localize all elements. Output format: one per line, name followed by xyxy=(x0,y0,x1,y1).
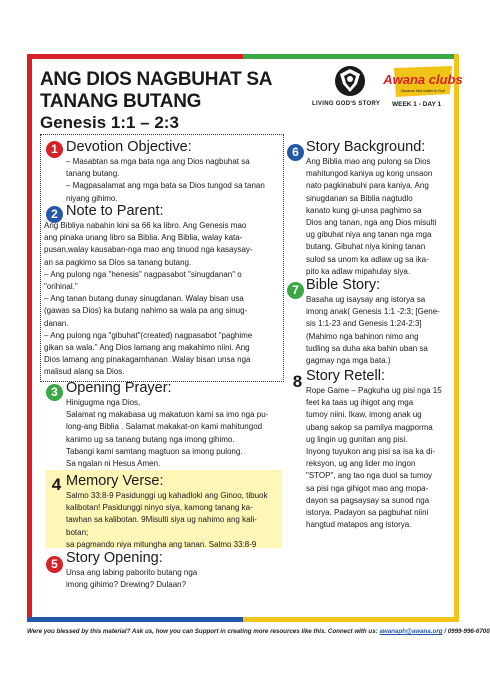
footer xyxy=(27,628,490,635)
body-line: reksyon, ug ang lider mo ingon xyxy=(306,459,416,469)
body-line: Salmo 33:8-9 Pasidunggi ug kahadloki ang Ginoo, tibuok xyxy=(66,491,268,500)
body-line: "orihinal." xyxy=(44,282,78,292)
body-line: Ang Biblia mao ang pulong sa Dios xyxy=(306,157,431,166)
body-line: Unsa ang labing paborito butang nga xyxy=(66,568,198,577)
section-body xyxy=(44,220,286,379)
section-body xyxy=(66,567,281,591)
section-body xyxy=(66,490,281,551)
body-line: Salamat ng makabasa ug makatuon kami sa imo nga pu- xyxy=(66,410,269,420)
body-line: "STOP", ang tao nga duol sa tumoy xyxy=(306,471,433,481)
body-line: tumoy niini. Ikaw, imong anak ug xyxy=(306,410,422,420)
frame-top-red xyxy=(27,54,243,59)
body-line: Tabangi kami samtang magtuon sa imong pulong. xyxy=(66,446,243,456)
body-line: kalibotan! Pasidunggi ninyo siya, kamong tanang ka- xyxy=(66,503,253,513)
section-title: Story Opening: xyxy=(66,550,163,566)
svg-text:Awana clubs: Awana clubs xyxy=(383,72,463,87)
body-line: Rope Game – Pagkuha ug pisi nga 15 xyxy=(306,386,442,395)
body-line: tudling sa duha aka bahin uban sa xyxy=(306,343,428,353)
body-line: gagmay nga mga bata.) xyxy=(306,356,391,366)
body-line: ug gibuhat niya ang tanan nga mga xyxy=(306,230,432,240)
section-title: Bible Story: xyxy=(306,277,381,293)
body-line: tawhan sa kalibotan. 9Misulti siya ug nahimo ang kali- xyxy=(66,515,257,525)
section-note-to-parent xyxy=(44,203,286,379)
section-body xyxy=(306,156,456,278)
section-memory-verse xyxy=(66,473,281,551)
section-7-number: 7 xyxy=(287,282,304,299)
section-opening-prayer xyxy=(66,380,286,470)
body-line: Ang Bibliya nabahin kini sa 66 ka libro. Ang Genesis mao xyxy=(44,221,247,230)
section-devotion-objective xyxy=(66,139,286,205)
body-line: pito ka adlaw mipahulay siya. xyxy=(306,266,411,276)
page-title: ANG DIOS NAGBUHAT SA TANANG BUTANG xyxy=(40,69,272,112)
section-story-retell xyxy=(306,368,456,531)
body-line: botan; xyxy=(66,527,89,537)
body-line: (gawas sa Dios) ka butang nahimo sa wala pa ang sinug- xyxy=(44,306,248,316)
brand-tagline: LIVING GOD'S STORY xyxy=(312,101,381,107)
body-line: kanato kung gi-unsa paghimo sa xyxy=(306,205,422,215)
body-line: tanang butang. xyxy=(66,169,120,179)
body-line: (Mahimo nga bahinon nimo ang xyxy=(306,331,419,341)
body-line: imong anak( Genesis 1:1 -2:3; [Gene- xyxy=(306,307,440,317)
section-body xyxy=(66,156,286,205)
section-8-number: 8 xyxy=(292,372,303,391)
section-4-number: 4 xyxy=(51,475,62,494)
section-bible-story xyxy=(306,277,456,367)
section-title: Opening Prayer: xyxy=(66,380,172,396)
section-story-background xyxy=(306,139,456,278)
body-line: ang pinaka unang libro sa Biblia. Ang Biblia, walay kata- xyxy=(44,233,243,243)
frame-left xyxy=(27,54,32,622)
body-line: an sa pagkimo sa Dios sa tanang butang. xyxy=(44,257,192,267)
body-line: gikan sa wala." Ang Dios lamang ang makahimo niini. Ang xyxy=(44,343,250,353)
section-1-number: 1 xyxy=(46,141,63,158)
section-body xyxy=(66,397,286,470)
body-line: mahitungod kaniya ug kong unsaon xyxy=(306,169,433,179)
body-line: istorya. Padayon sa pagbuhat niini xyxy=(306,508,429,518)
body-line: malisud alang sa Dios. xyxy=(44,367,125,377)
footer-email-link[interactable]: awanaph@awana.org xyxy=(379,628,443,635)
frame-top-green xyxy=(243,54,459,59)
footer-text: Were you blessed by this material? Ask us, how you can Support in creating more resources like this. Connect with us: xyxy=(27,628,380,635)
body-line: sis 1:1-23 and Genesis 1:24-2:3] xyxy=(306,319,422,329)
body-line: – Masabtan sa mga bata nga ang Dios nagbuhat sa xyxy=(66,157,250,166)
section-5-number: 5 xyxy=(46,556,63,573)
section-story-opening xyxy=(66,550,281,591)
body-line: Dios ang tanan, nga ang Dios misulti xyxy=(306,218,437,228)
section-title: Note to Parent: xyxy=(66,203,164,219)
body-line: niyang gihimo. xyxy=(66,193,118,203)
section-title: Story Background: xyxy=(306,139,426,155)
body-line: feet ka taas ug ihigot ang mga xyxy=(306,398,414,408)
body-line: Sa ngalan ni Hesus Amen. xyxy=(66,459,161,469)
body-line: sulod sa unom ka adlaw ug sa ika- xyxy=(306,254,429,264)
body-line: – Ang pulong nga "henesis" nagpasabot "sinugdanan" o xyxy=(44,269,242,279)
section-body xyxy=(306,294,456,367)
frame-bottom-blue xyxy=(27,617,243,622)
body-line: ubang sakop sa pamilya magporma xyxy=(306,422,433,432)
body-line: dayon sa pagsaysay sa sunod nga xyxy=(306,495,430,505)
body-line: hangtud matapos ang istorya. xyxy=(306,520,412,530)
body-line: pusan,walay kausaban-nga mao ang tinuod nga kasaysay- xyxy=(44,245,253,255)
body-line: Inyong tuyukon ang pisi sa isa ka di- xyxy=(306,447,435,457)
section-title: Devotion Objective: xyxy=(66,139,192,155)
footer-phone: / 0999-996-6700 xyxy=(442,628,490,635)
body-line: Basaha ug isaysay ang istorya sa xyxy=(306,295,426,304)
body-line: – Magpasalamat ang mga bata sa Dios tungod sa tanan xyxy=(66,181,265,191)
body-line: imong gihimo? Drewing? Dulaan? xyxy=(66,580,187,590)
body-line: – Ang pulong nga "gibuhat"(created) nagpasabot "paghime xyxy=(44,330,253,340)
body-line: sa pagmando niya mitungha ang tanan. Salmo 33:8-9 xyxy=(66,539,257,549)
body-line: nato pagkinabuhi para kaniya. Ang xyxy=(306,181,429,191)
scripture-reference: Genesis 1:1 – 2:3 xyxy=(40,113,179,132)
body-line: ug lingin ug gunitan ang pisi. xyxy=(306,434,408,444)
frame-bottom-yellow xyxy=(243,617,459,622)
body-line: Dios lamang ang pinakagamhanan .Walay bisan unsa nga xyxy=(44,355,251,365)
awana-logo xyxy=(383,64,463,100)
body-line: sa pisi nga gihigot mao ang mopa- xyxy=(306,483,429,493)
section-3-number: 3 xyxy=(46,384,63,401)
svg-text:Because kids matter to God: Because kids matter to God xyxy=(401,89,445,93)
body-line: long-ang Biblia . Salamat makakat-on kami mahitungod xyxy=(66,422,263,432)
living-gods-story-icon xyxy=(332,64,368,98)
body-line: butang. Gibuhat niya kining tanan xyxy=(306,242,426,252)
body-line: Hinigugma nga Dios, xyxy=(66,398,141,407)
section-2-number: 2 xyxy=(46,206,63,223)
body-line: danan. xyxy=(44,318,69,328)
logo-area xyxy=(310,62,463,112)
section-6-number: 6 xyxy=(287,144,304,161)
body-line: sinugdanan sa Biblia nagtudlo xyxy=(306,193,413,203)
body-line: – Ang tanan butang dunay sinugdanan. Walay bisan usa xyxy=(44,294,244,304)
body-line: kanimo ug sa tanang butang nga imong gihimo. xyxy=(66,434,235,444)
section-title: Memory Verse: xyxy=(66,473,164,489)
section-title: Story Retell: xyxy=(306,368,385,384)
section-body xyxy=(306,385,456,531)
week-label: WEEK 1 - DAY 1 xyxy=(392,101,442,108)
